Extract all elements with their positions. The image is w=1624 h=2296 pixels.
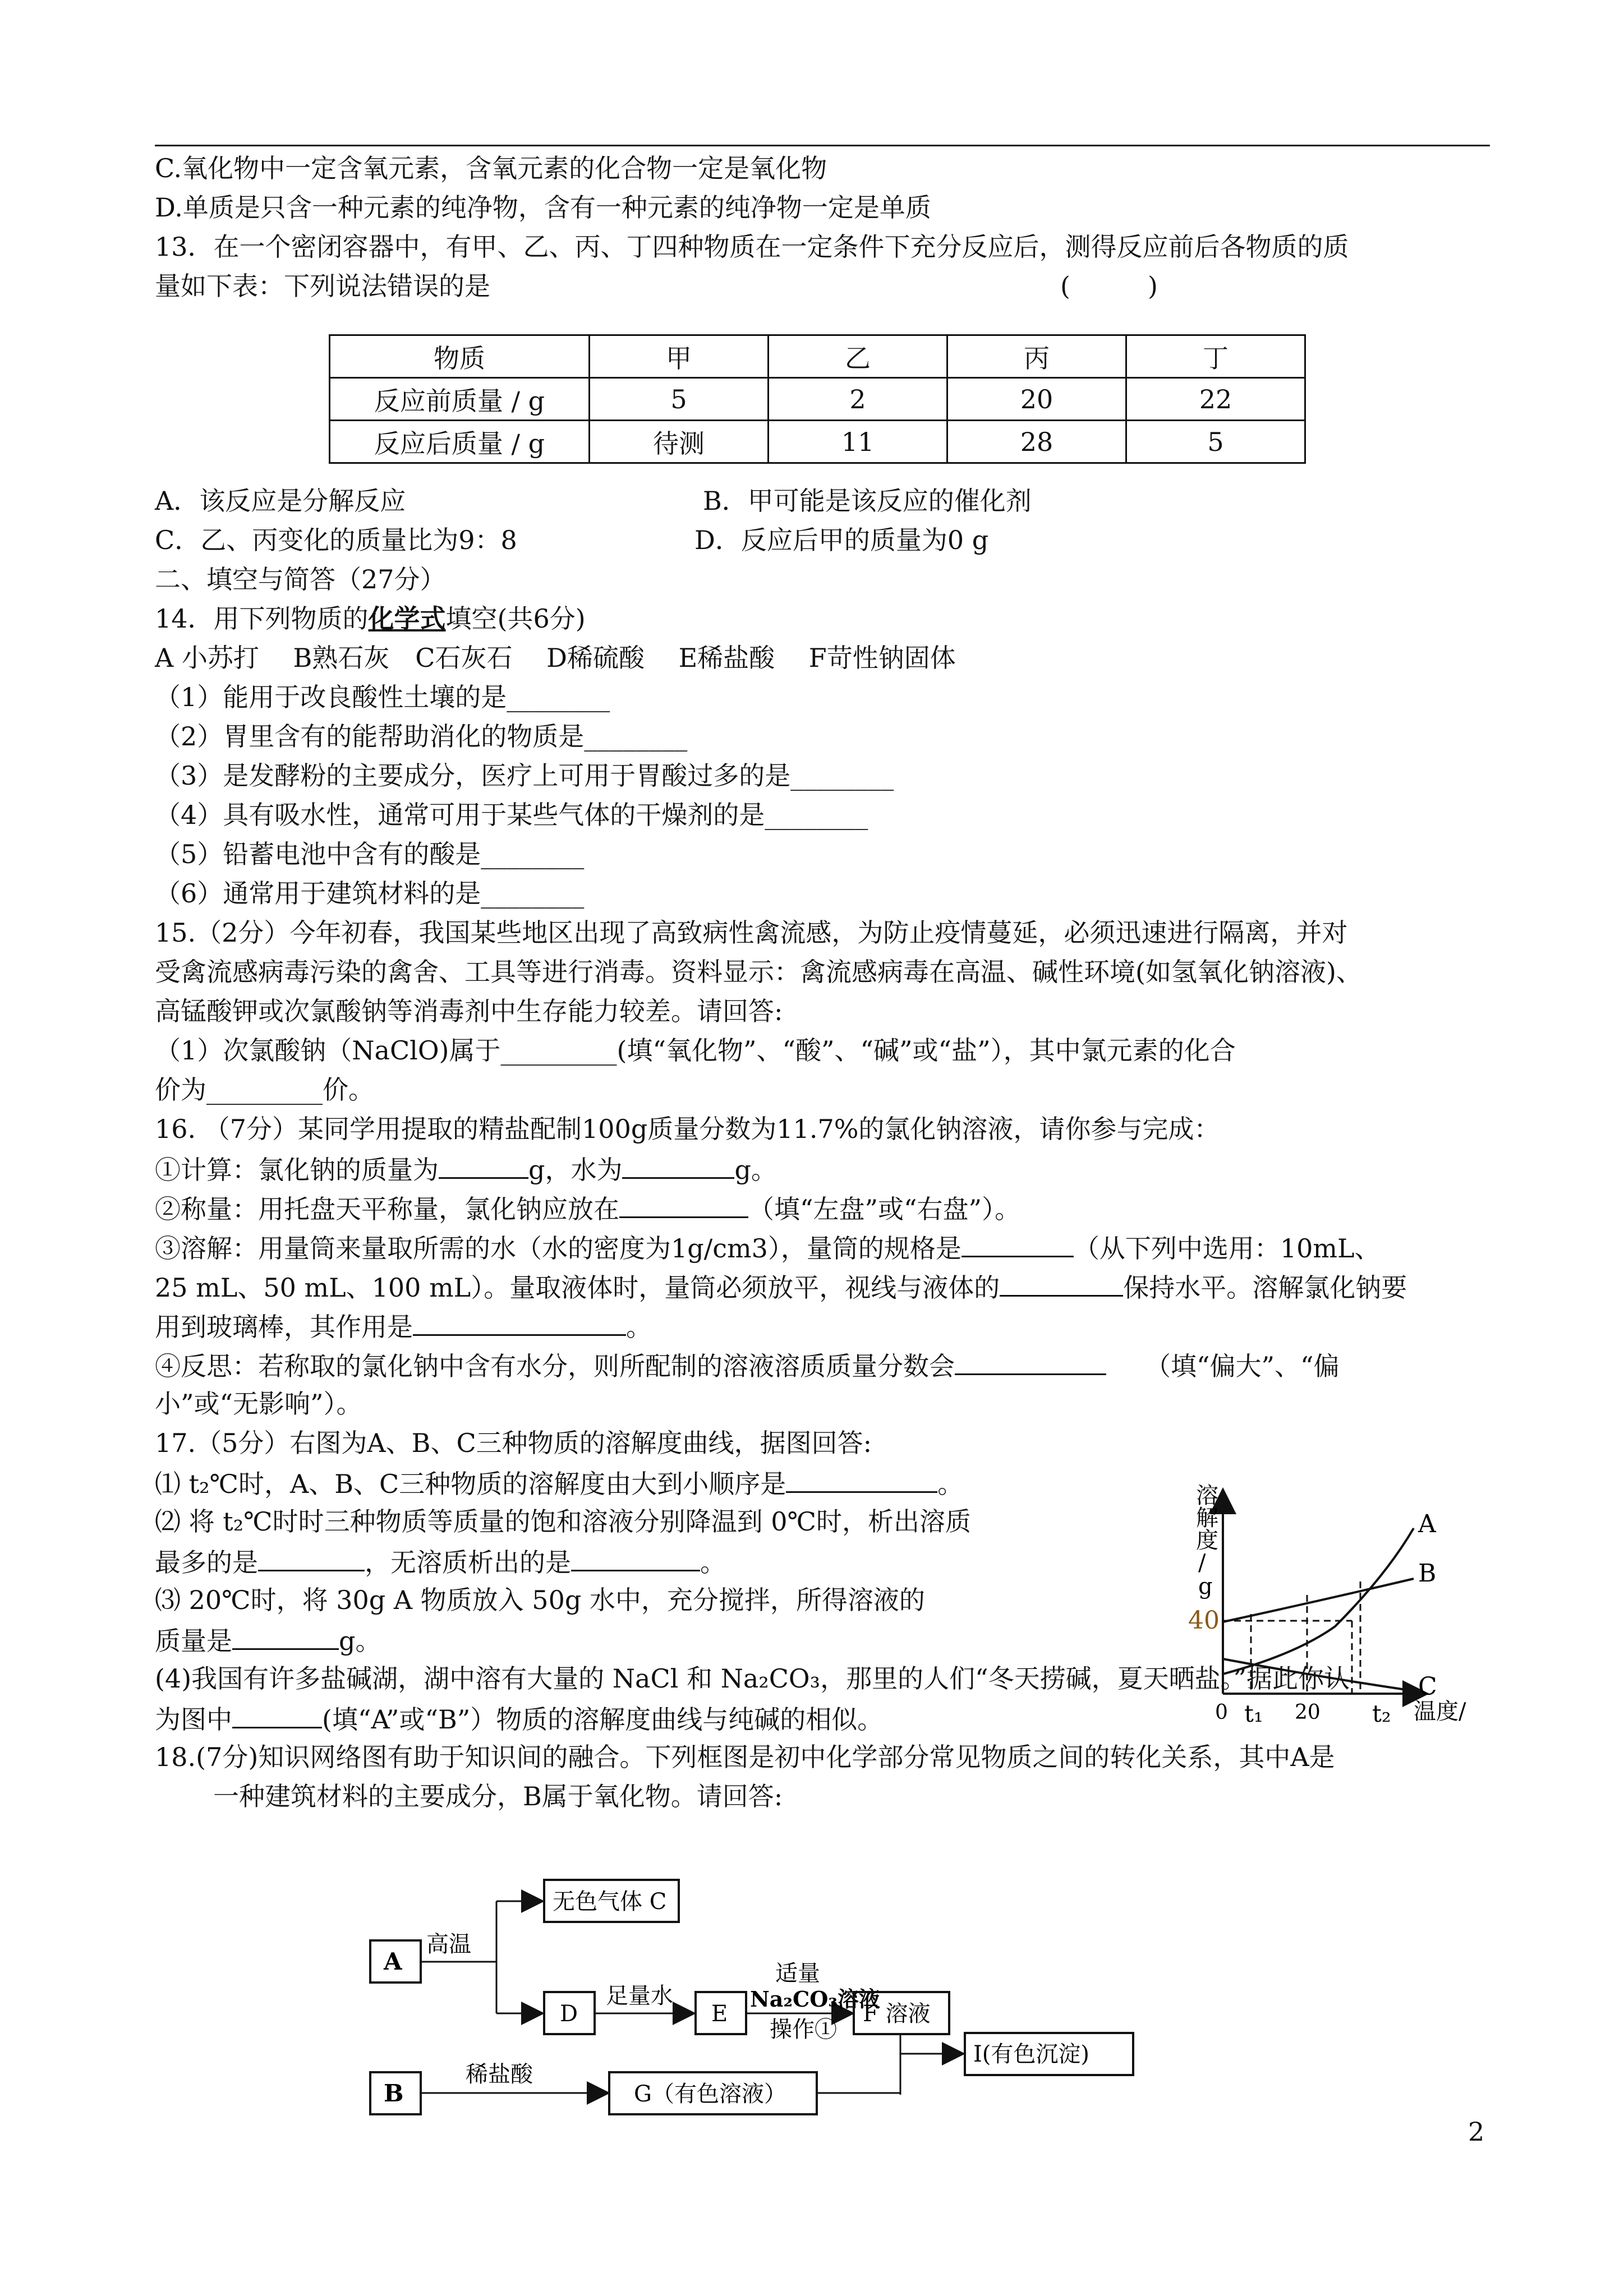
box-c-label: 无色气体 C <box>553 1889 667 1915</box>
table-cell: 物质 <box>330 335 590 378</box>
table-row <box>330 378 1305 421</box>
table-cell: 28 <box>947 421 1126 463</box>
flow-label-moderate: 适量 <box>775 1961 820 1986</box>
table-cell: 11 <box>769 421 947 463</box>
question-16-line: ②称量：用托盘天平称量，氯化钠应放在 （填“左盘”或“右盘”）。 <box>155 1191 1020 1226</box>
flow-label-dilute-hcl: 稀盐酸 <box>466 2062 533 2087</box>
x-tick-label: 20 <box>1295 1701 1321 1724</box>
y-tick-label: 40 <box>1188 1606 1220 1635</box>
question-18-line: 18.(7分)知识网络图有助于知识间的融合。下列框图是初中化学部分常见物质之间的转化关系，其中A是 <box>155 1742 1335 1772</box>
question-16-line: 16. （7分）某同学用提取的精盐配制100g质量分数为11.7%的氯化钠溶液，请你参与完成： <box>155 1114 1220 1144</box>
table-cell: 20 <box>947 378 1126 421</box>
box-b-label: B <box>384 2080 404 2107</box>
question-14-item: （4）具有吸水性，通常可用于某些气体的干燥剂的是________ <box>155 800 868 830</box>
table-cell: 反应前质量 / g <box>330 378 590 421</box>
option-13c: C．乙、丙变化的质量比为9：8 <box>155 525 517 555</box>
answer-blank <box>622 1151 734 1179</box>
question-17-line: 质量是 g。 <box>155 1622 381 1658</box>
answer-paren: ( ) <box>1060 271 1158 301</box>
question-16-line: ④反思：若称取的氯化钠中含有水分，则所配制的溶液溶质质量分数会 （填“偏大”、“偏 <box>155 1348 1340 1383</box>
answer-blank <box>413 1308 626 1336</box>
curve-label: A <box>1418 1510 1436 1538</box>
table-cell: 丙 <box>947 335 1126 378</box>
question-16-line: 25 mL、50 mL、100 mL）。量取液体时，量筒必须放平，视线与液体的 保持水平。溶解氯化钠要 <box>155 1269 1407 1304</box>
y-axis-label-char: 解 <box>1196 1505 1218 1531</box>
question-17-line: ⑵ 将 t₂℃时时三种物质等质量的饱和溶液分别降温到 0℃时，析出溶质 <box>155 1506 971 1537</box>
x-tick-label: t₁ <box>1244 1700 1263 1727</box>
answer-blank <box>232 1701 322 1728</box>
page-number: 2 <box>1468 2117 1485 2147</box>
question-16-line: ③溶解：用量筒来量取所需的水（水的密度为1g/cm3），量筒的规格是 （从下列中选用：10mL、 <box>155 1230 1381 1265</box>
question-16-line: ①计算：氯化钠的质量为 g，水为 g。 <box>155 1151 777 1187</box>
question-14-item: （1）能用于改良酸性土壤的是________ <box>155 682 610 712</box>
table-cell: 2 <box>769 378 947 421</box>
question-15-line: 15.（2分）今年初春，我国某些地区出现了高致病性禽流感，为防止疫情蔓延，必须迅速进行隔离，并对 <box>155 918 1348 948</box>
flow-label-high-temp: 高温 <box>426 1931 471 1957</box>
flow-label-na2co3: Na₂CO₃溶液 <box>750 1986 880 2012</box>
answer-blank <box>1000 1269 1123 1297</box>
question-17-line: ⑴ t₂℃时，A、B、C三种物质的溶解度由大到小顺序是 。 <box>155 1465 963 1501</box>
x-tick-label: t₂ <box>1372 1700 1391 1727</box>
answer-blank <box>439 1151 528 1179</box>
option-13d: D．反应后甲的质量为0 g <box>694 525 989 555</box>
table-cell: 乙 <box>769 335 947 378</box>
y-axis-label-char: 度 <box>1196 1528 1218 1553</box>
table-cell: 5 <box>590 378 769 421</box>
box-i-label: I(有色沉淀) <box>973 2041 1090 2067</box>
question-17-line: 17.（5分）右图为A、B、C三种物质的溶解度曲线，据图回答: <box>155 1428 872 1458</box>
question-17-line: ⑶ 20℃时，将 30g A 物质放入 50g 水中，充分搅拌，所得溶液的 <box>155 1585 925 1615</box>
y-axis-label-char: / <box>1198 1550 1206 1576</box>
table-cell: 反应后质量 / g <box>330 421 590 463</box>
table-row <box>330 335 1305 378</box>
section-2-heading: 二、填空与简答（27分） <box>155 564 446 594</box>
question-14-options: A 小苏打 B熟石灰 C石灰石 D稀硫酸 E稀盐酸 F苛性钠固体 <box>155 643 956 673</box>
table-cell: 5 <box>1126 421 1305 463</box>
question-16-line: 用到玻璃棒，其作用是 。 <box>155 1308 652 1344</box>
question-14-item: （5）铅蓄电池中含有的酸是________ <box>155 839 585 869</box>
flow-diagram <box>359 1873 1167 2120</box>
box-e-label: E <box>711 2001 728 2027</box>
question-18-line: 一种建筑材料的主要成分，B属于氧化物。请回答: <box>213 1781 783 1811</box>
table-cell: 待测 <box>590 421 769 463</box>
table-row <box>330 421 1305 463</box>
question-17-line: 为图中 (填“A”或“B”）物质的溶解度曲线与纯碱的相似。 <box>155 1701 883 1736</box>
flow-label-operation: 操作① <box>770 2017 837 2043</box>
question-17-line: 最多的是 ，无溶质析出的是 。 <box>155 1544 726 1579</box>
box-a-label: A <box>384 1948 402 1975</box>
answer-blank <box>786 1465 937 1493</box>
answer-blank <box>571 1544 700 1571</box>
question-14-item: （3）是发酵粉的主要成分，医疗上可用于胃酸过多的是________ <box>155 760 894 791</box>
curve-label: B <box>1418 1559 1437 1588</box>
question-15-line: 受禽流感病毒污染的禽舍、工具等进行消毒。资料显示：禽流感病毒在高温、碱性环境(如氢氧化钠溶液)、 <box>155 957 1362 987</box>
x-axis-label: 温度/ <box>1414 1699 1466 1725</box>
box-f-label: F 溶液 <box>863 2001 931 2027</box>
option-12c: C.氧化物中一定含氧元素，含氧元素的化合物一定是氧化物 <box>155 153 827 183</box>
answer-blank <box>961 1230 1074 1257</box>
answer-blank <box>258 1544 365 1571</box>
option-13a: A．该反应是分解反应 <box>155 486 406 516</box>
question-16-line: 小”或“无影响”）。 <box>155 1389 362 1419</box>
question-13-line1: 13．在一个密闭容器中，有甲、乙、丙、丁四种物质在一定条件下充分反应后，测得反应前后各物质的质 <box>155 232 1349 262</box>
top-rule <box>155 145 1490 146</box>
question-14-item: （6）通常用于建筑材料的是________ <box>155 878 585 909</box>
curve-b <box>1223 1579 1414 1622</box>
mass-table <box>329 334 1306 464</box>
question-15-line: （1）次氯酸钠（NaClO)属于_________(填“氧化物”、“酸”、“碱”或“盐”），其中氯元素的化合 <box>155 1035 1236 1066</box>
solubility-graph <box>1167 1469 1481 1727</box>
table-cell: 甲 <box>590 335 769 378</box>
y-axis-label-char: 溶 <box>1196 1483 1218 1509</box>
question-13-line2: 量如下表：下列说法错误的是 <box>155 271 490 301</box>
box-d-label: D <box>560 2001 578 2027</box>
answer-blank <box>619 1191 748 1218</box>
answer-blank <box>955 1348 1106 1375</box>
question-14-item: （2）胃里含有的能帮助消化的物质是________ <box>155 721 688 751</box>
question-14-heading: 14．用下列物质的化学式填空(共6分) <box>155 603 586 634</box>
underlined-term: 化学式 <box>368 603 446 634</box>
box-g-label: G（有色溶液） <box>634 2081 786 2107</box>
question-17-line: (4)我国有许多盐碱湖，湖中溶有大量的 NaCl 和 Na₂CO₃，那里的人们“冬天捞碱，夏天晒盐。”据此你认 <box>155 1663 1350 1694</box>
flow-label-water: 足量水 <box>606 1983 673 2009</box>
table-cell: 丁 <box>1126 335 1305 378</box>
table-cell: 22 <box>1126 378 1305 421</box>
option-13b: B．甲可能是该反应的催化剂 <box>703 486 1032 516</box>
option-12d: D.单质是只含一种元素的纯净物，含有一种元素的纯净物一定是单质 <box>155 192 931 223</box>
y-axis-label-char: g <box>1198 1574 1213 1599</box>
curve-label: C <box>1418 1672 1437 1701</box>
question-15-line: 价为_________价。 <box>155 1075 374 1105</box>
answer-blank <box>232 1622 339 1650</box>
question-15-line: 高锰酸钾或次氯酸钠等消毒剂中生存能力较差。请回答: <box>155 996 783 1026</box>
x-tick-label: 0 <box>1215 1701 1228 1724</box>
